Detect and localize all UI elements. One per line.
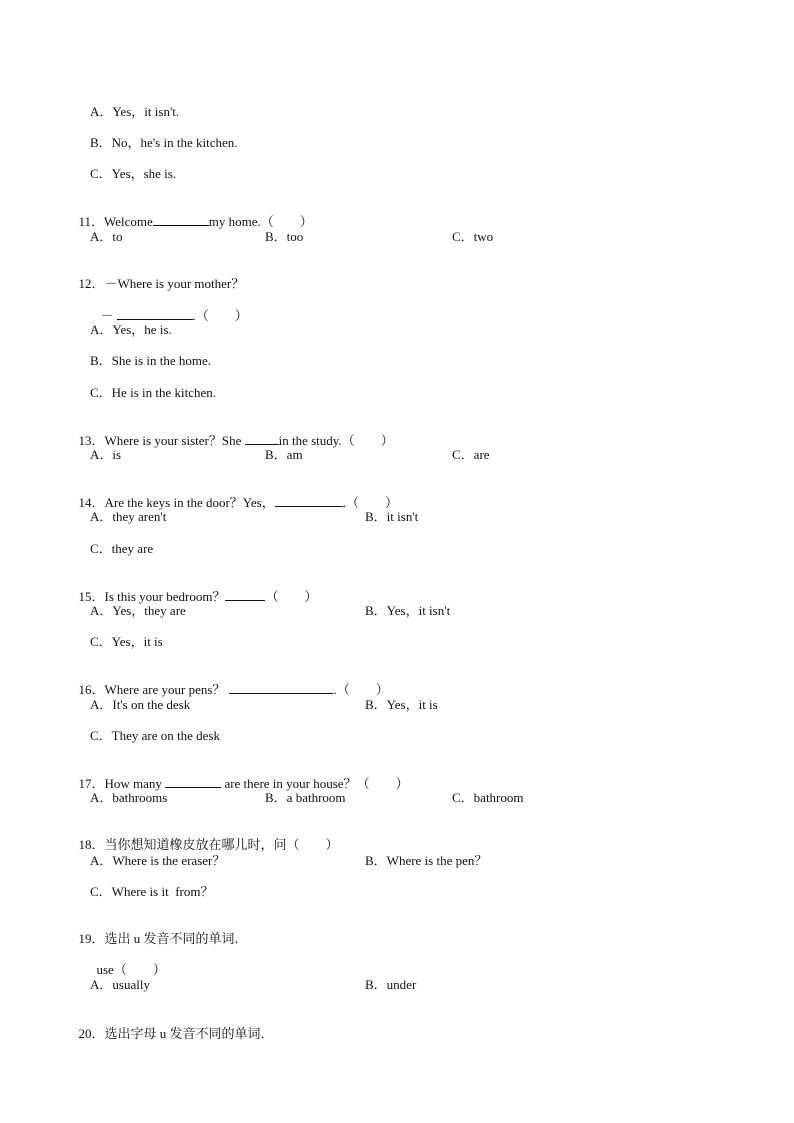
q16-option-c: C．They are on the desk: [90, 728, 220, 743]
q12-number: 12．: [78, 276, 105, 291]
q17-option-b: B．a bathroom: [265, 790, 346, 805]
q17-option-a: A．bathrooms: [90, 790, 168, 805]
q19-option-a: A．usually: [90, 977, 150, 992]
q17-answer-blank: [165, 775, 221, 788]
q15-option-a: A．Yes，they are: [90, 603, 186, 618]
q13-answer-blank: [245, 432, 279, 445]
q15-option-b: B．Yes，it isn't: [365, 603, 451, 618]
q17-option-c: C．bathroom: [452, 790, 524, 805]
q18-stem-text: 当你想知道橡皮放在哪儿时，问: [104, 837, 287, 852]
q11-stem: [72, 197, 313, 230]
q18-option-b: B．Where is the pen？: [365, 853, 488, 868]
q11-option-b: B．too: [265, 229, 304, 244]
q12-reply: [94, 291, 248, 324]
q15-option-c: C．Yes，it is: [90, 634, 163, 649]
q18-number: 18．: [78, 837, 105, 852]
q13-option-c: C．are: [452, 447, 490, 462]
q15-answer-blank: [225, 588, 265, 601]
q13-answer-paren: （ ）: [341, 433, 394, 448]
q10-option-c: C．Yes，she is.: [90, 166, 177, 181]
q12-reply-dash: －: [100, 308, 114, 323]
q15-number: 15．: [78, 589, 105, 604]
q15-stem-before: Is this your bedroom？: [104, 589, 226, 604]
q18-option-a: A．Where is the eraser？: [90, 853, 226, 868]
q19-stem: [72, 915, 248, 947]
q18-option-c: C．Where is it from？: [90, 884, 214, 899]
q14-option-b: B．it isn't: [365, 509, 419, 524]
q13-option-b: B．am: [265, 447, 303, 462]
q20-stem-text: 选出字母 u 发音不同的单词．: [104, 1026, 274, 1041]
q14-stem: [72, 478, 398, 511]
q12-answer-blank: [117, 307, 193, 320]
q16-answer-blank: [229, 681, 333, 694]
q14-option-a: A．they aren't: [90, 509, 167, 524]
q13-option-a: A．is: [90, 447, 122, 462]
q11-number: 11．: [78, 214, 105, 229]
q15-stem: [72, 572, 318, 605]
q16-stem-before: Where are your pens？: [104, 682, 226, 697]
q12-option-a: A．Yes，he is.: [90, 322, 172, 337]
q11-answer-paren: （ ）: [260, 214, 313, 229]
q13-stem: [72, 416, 394, 449]
q14-stem-before: Are the keys in the door？Yes，: [104, 495, 275, 510]
q14-number: 14．: [78, 495, 105, 510]
q19-word: [90, 946, 166, 978]
q16-stem: [72, 665, 389, 698]
q13-stem-after: in the study.: [278, 433, 342, 448]
q11-answer-blank: [153, 213, 209, 226]
q12-answer-paren: （ ）: [195, 308, 248, 323]
q16-option-b: B．Yes，it is: [365, 697, 438, 712]
q19-number: 19．: [78, 931, 105, 946]
q15-answer-paren: （ ）: [265, 589, 318, 604]
q12-reply-after: .: [192, 308, 196, 323]
q17-stem-after: are there in your house？: [221, 776, 357, 791]
q14-stem-after: .: [342, 495, 346, 510]
q16-answer-paren: （ ）: [336, 682, 389, 697]
q17-answer-paren: （ ）: [356, 776, 409, 791]
q19-answer-paren: （ ）: [113, 962, 166, 977]
q18-answer-paren: （ ）: [286, 837, 339, 852]
q13-stem-before: Where is your sister？She: [104, 433, 245, 448]
q16-stem-after: .: [333, 682, 337, 697]
q10-option-a: A．Yes，it isn't.: [90, 104, 180, 119]
q19-option-b: B．under: [365, 977, 417, 992]
q11-option-a: A．to: [90, 229, 123, 244]
q12-stem: [72, 260, 244, 292]
q11-option-c: C．two: [452, 229, 494, 244]
q20-stem: [72, 1010, 274, 1042]
q14-answer-paren: （ ）: [345, 495, 398, 510]
q12-option-b: B．She is in the home.: [90, 353, 211, 368]
q12-option-c: C．He is in the kitchen.: [90, 385, 217, 400]
q17-stem-before: How many: [104, 776, 166, 791]
q16-option-a: A．It's on the desk: [90, 697, 191, 712]
q16-number: 16．: [78, 682, 105, 697]
q18-stem: [72, 821, 339, 853]
q11-stem-after: my home.: [208, 214, 261, 229]
q19-word-text: use: [96, 962, 114, 977]
q19-stem-text: 选出 u 发音不同的单词．: [104, 931, 248, 946]
q17-stem: [72, 759, 409, 792]
q11-stem-before: Welcome: [104, 214, 153, 229]
q12-stem-text: －Where is your mother？: [104, 276, 245, 291]
q13-number: 13．: [78, 433, 105, 448]
q14-answer-blank: [275, 494, 343, 507]
q20-number: 20．: [78, 1026, 105, 1041]
q10-option-b: B．No，he's in the kitchen.: [90, 135, 238, 150]
q17-number: 17．: [78, 776, 105, 791]
q14-option-c: C．they are: [90, 541, 154, 556]
